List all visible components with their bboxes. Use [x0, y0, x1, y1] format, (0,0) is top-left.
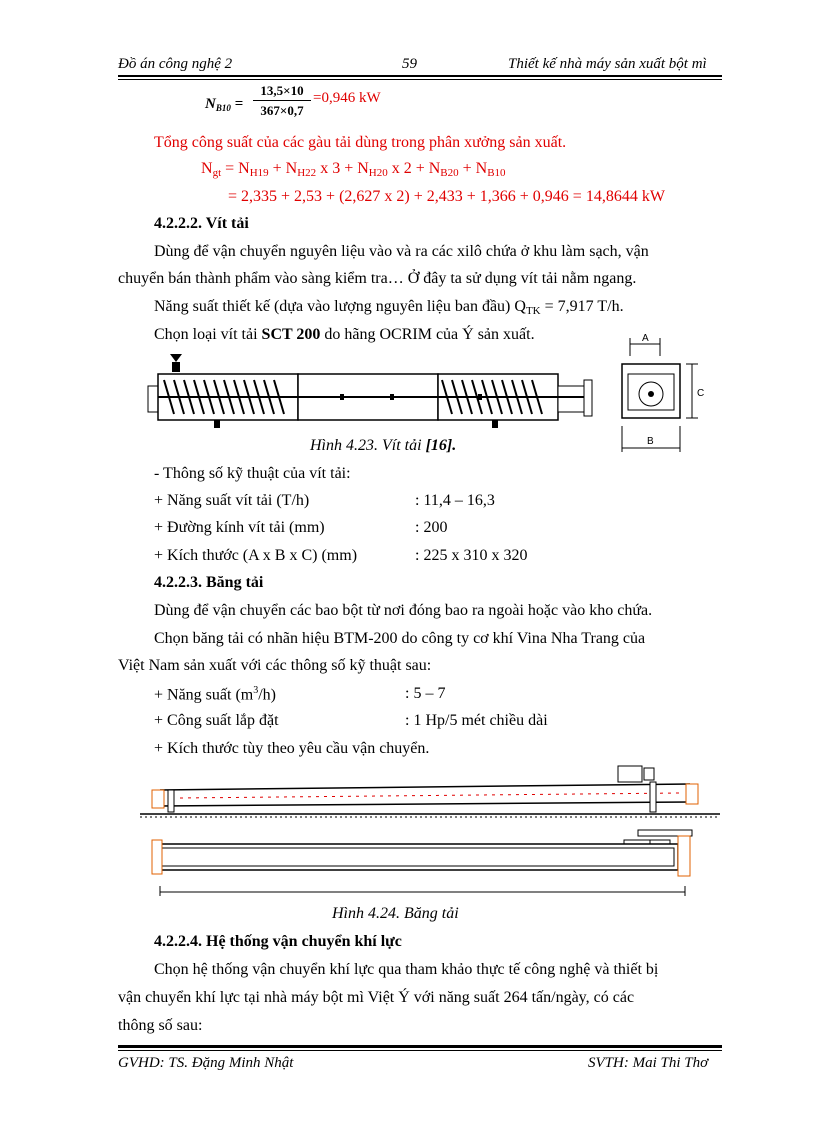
pneumatic-para-line2: vận chuyển khí lực tại nhà máy bột mì Việt Ý với năng suất 264 tấn/ngày, có các: [118, 989, 635, 1006]
spec-value: : 11,4 – 16,3: [415, 492, 495, 509]
formula-denominator: 367×0,7: [260, 103, 304, 118]
belt-spec1-value: : 5 – 7: [405, 685, 446, 702]
formula-b10: [205, 83, 405, 124]
section-heading-pneumatic: 4.2.2.4. Hệ thống vận chuyển khí lực: [154, 933, 402, 950]
footer-rule: [118, 1045, 722, 1048]
total-power-equation: $N_{gt} = N_{H19} + N_{H22}$ x $3 + N_{H20}$ x $2 + N_{B20} + N_{B10}$: [201, 160, 506, 179]
screw-specs-title: - Thông số kỹ thuật của vít tải:: [154, 465, 351, 482]
fraction-bar: [253, 100, 311, 101]
spec-label: + Đường kính vít tải (mm): [154, 519, 325, 536]
footer-right: SVTH: Mai Thi Thơ: [588, 1055, 709, 1071]
header-rule-thin: [118, 79, 722, 80]
spec-label: + Kích thước (A x B x C) (mm): [154, 547, 358, 564]
footer-left: GVHD: TS. Đặng Minh Nhật: [118, 1055, 294, 1071]
header-right: Thiết kế nhà máy sản xuất bột mì: [508, 56, 707, 72]
header-left: Đồ án công nghệ 2: [118, 56, 233, 72]
formula-result: =0,946 kW: [313, 90, 381, 106]
formula-numerator: 13,5×10: [260, 83, 304, 98]
formula-lhs: $N_{B10}$ =: [205, 96, 244, 113]
header-rule: [118, 75, 722, 77]
spec-label: + Năng suất vít tải (T/h): [154, 492, 310, 509]
screw-cross-section-drawing: [612, 330, 712, 456]
dim-label-a: A: [642, 333, 649, 344]
total-power-sum: = 2,335 + 2,53 + (2,627 x 2) + 2,433 + 1,366 + 0,946 = 14,8644 kW: [228, 188, 665, 205]
pneumatic-para-line1: Chọn hệ thống vận chuyển khí lực qua tham khảo thực tế công nghệ và thiết bị: [154, 961, 659, 978]
screw-conveyor-drawing: [140, 350, 600, 430]
pneumatic-para-line3: thông số sau:: [118, 1017, 203, 1034]
total-power-title: Tổng công suất của các gàu tải dùng trong phân xưởng sản xuất.: [154, 134, 567, 151]
belt-para2-line1: Chọn băng tải có nhãn hiệu BTM-200 do công ty cơ khí Vina Nha Trang của: [154, 630, 646, 647]
footer-rule-thin: [118, 1050, 722, 1051]
belt-conveyor-drawing: [140, 762, 720, 898]
header-page-number: 59: [402, 56, 417, 72]
screw-capacity: Năng suất thiết kế (dựa vào lượng nguyên liệu ban đầu) $Q_{TK} = 7,917$ T/h.: [154, 298, 624, 317]
dim-label-b: B: [647, 436, 654, 447]
screw-para1-line1: Dùng để vận chuyển nguyên liệu vào và ra các xilô chứa ở khu làm sạch, vận: [154, 243, 649, 260]
belt-spec1-label: + Năng suất $(m^3/h)$: [154, 685, 277, 704]
dim-label-c: C: [697, 388, 705, 399]
figure-caption-4-23: Hình 4.23. Vít tải [16].: [310, 437, 457, 454]
figure-caption-4-24: Hình 4.24. Băng tải: [332, 905, 459, 922]
section-heading-belt: 4.2.2.3. Băng tải: [154, 574, 264, 591]
spec-value: : 200: [415, 519, 448, 536]
belt-para2-line2: Việt Nam sản xuất với các thông số kỹ thuật sau:: [118, 657, 432, 674]
spec-value: : 225 x 310 x 320: [415, 547, 528, 564]
screw-para1-line2: chuyển bán thành phẩm vào sàng kiểm tra… Ở đây ta sử dụng vít tải nằm ngang.: [118, 270, 637, 287]
belt-para1: Dùng để vận chuyển các bao bột từ nơi đóng bao ra ngoài hoặc vào kho chứa.: [154, 602, 653, 619]
belt-spec2-label: + Công suất lắp đặt: [154, 712, 279, 729]
belt-spec2-value: : 1 Hp/5 mét chiều dài: [405, 712, 548, 729]
section-heading-screw: 4.2.2.2. Vít tải: [154, 215, 249, 232]
belt-spec3: + Kích thước tùy theo yêu cầu vận chuyển.: [154, 740, 430, 757]
screw-model: Chọn loại vít tải SCT 200 do hãng OCRIM của Ý sản xuất.: [154, 326, 535, 343]
